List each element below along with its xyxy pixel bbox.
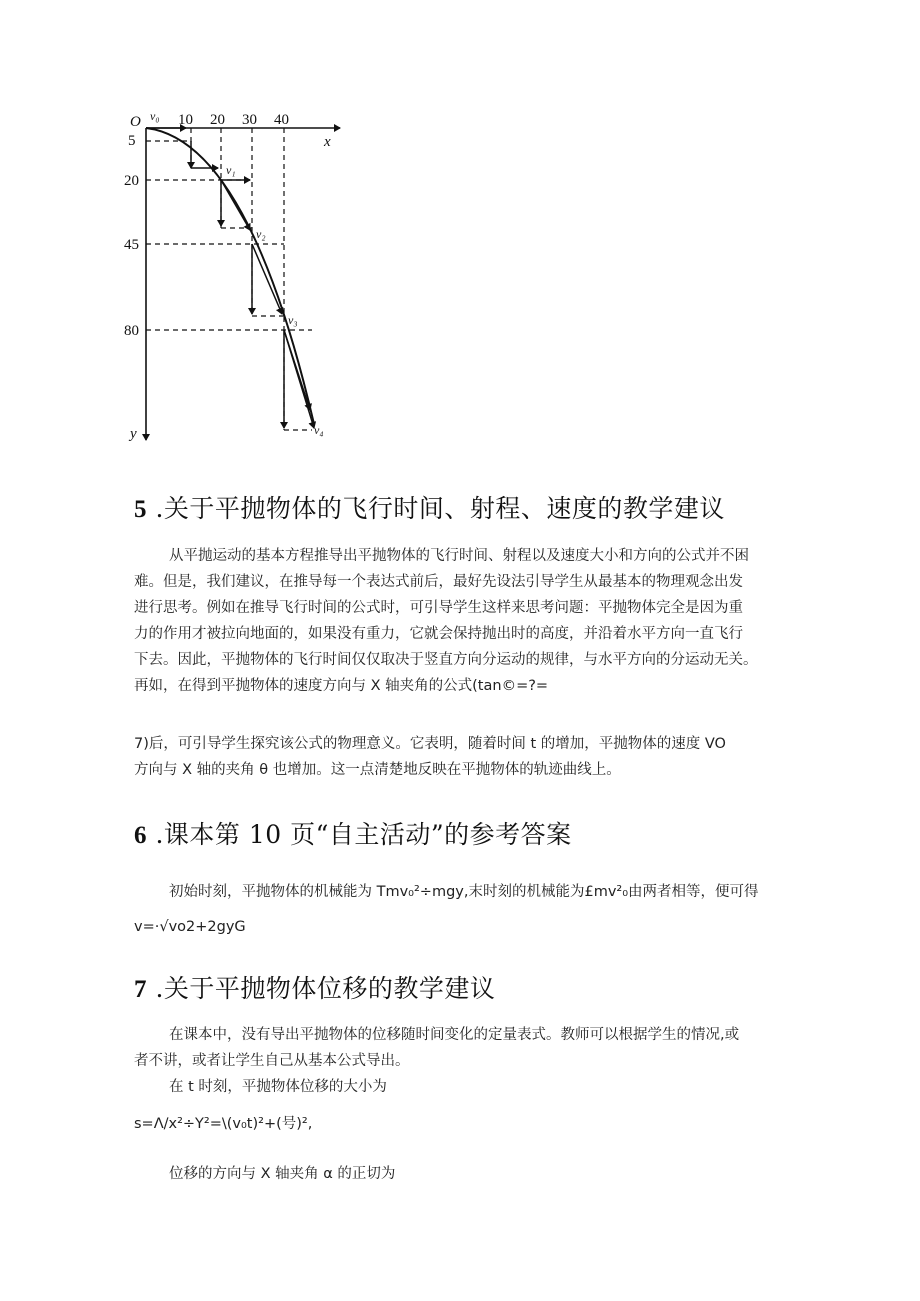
x-axis-label: x — [324, 134, 331, 150]
section-6-formula — [134, 914, 784, 940]
section-title: .关于平抛物体位移的教学建议 — [155, 974, 496, 1003]
section-title: .课本第 10 页“自主活动”的参考答案 — [155, 820, 572, 849]
section-number: 6 — [134, 822, 147, 849]
x-tick: 10 — [178, 112, 193, 128]
text-line: 在 t 时刻，平抛物体位移的大小为 — [169, 1079, 387, 1095]
section-5-paragraph-continued — [134, 731, 784, 783]
text-line: 7)后，可引导学生探究该公式的物理意义。它表明，随着时间 t 的增加，平抛物体的速度 VO — [134, 736, 726, 752]
v3-label: v₃ — [288, 313, 298, 327]
section-number: 7 — [134, 976, 147, 1003]
formula-line: s=Λ∕x²÷Y²=\(v₀t)²+(号)², — [134, 1116, 313, 1132]
text-line: 力的作用才被拉向地面的，如果没有重力，它就会保持抛出时的高度，并沿着水平方向一直飞行 — [134, 626, 743, 642]
section-7-heading — [134, 969, 495, 1005]
section-5-paragraph — [134, 543, 784, 699]
section-7-formula — [134, 1111, 784, 1137]
text-line: 者不讲，或者让学生自己从基本公式导出。 — [134, 1053, 410, 1069]
x-tick: 30 — [242, 112, 257, 128]
text-line: 难。但是，我们建议，在推导每一个表达式前后，最好先设法引导学生从最基本的物理观念出发 — [134, 574, 743, 590]
v4-label: v₄ — [314, 423, 324, 437]
y-tick: 5 — [128, 133, 136, 149]
text-line: 从平抛运动的基本方程推导出平抛物体的飞行时间、射程以及速度大小和方向的公式并不困 — [169, 548, 749, 564]
section-6-paragraph — [134, 879, 784, 905]
x-tick: 40 — [274, 112, 289, 128]
v2-arrow — [252, 244, 282, 314]
section-number: 5 — [134, 496, 147, 523]
y-tick: 45 — [124, 237, 139, 253]
text-line: 进行思考。例如在推导飞行时间的公式时，可引导学生这样来思考问题：平抛物体完全是因为重 — [134, 600, 743, 616]
v4-arrow — [284, 330, 314, 428]
formula-line: v=·√vo2+2gyG — [134, 919, 246, 935]
text-line: 再如，在得到平抛物体的速度方向与 X 轴夹角的公式(tan©=?= — [134, 678, 549, 694]
y-tick: 20 — [124, 173, 139, 189]
section-6-heading — [134, 815, 572, 851]
text-line: 在课本中，没有导出平抛物体的位移随时间变化的定量表式。教师可以根据学生的情况,或 — [169, 1027, 740, 1043]
section-7-paragraph-end — [134, 1161, 784, 1187]
text-line: 方向与 X 轴的夹角 θ 也增加。这一点清楚地反映在平抛物体的轨迹曲线上。 — [134, 762, 621, 778]
text-line: 位移的方向与 X 轴夹角 α 的正切为 — [169, 1166, 396, 1182]
projectile-motion-figure — [124, 100, 368, 450]
y-axis-label: y — [130, 426, 137, 442]
origin-label: O — [130, 114, 141, 130]
text-line: 初始时刻，平抛物体的机械能为 Tmv₀²÷mgy,末时刻的机械能为£mv²₀由两者相等，便可得 — [169, 884, 759, 900]
y-tick: 80 — [124, 323, 139, 339]
section-5-heading — [134, 489, 725, 525]
x-tick: 20 — [210, 112, 225, 128]
v1-label: v₁ — [226, 163, 236, 177]
text-line: 下去。因此，平抛物体的飞行时间仅仅取决于竖直方向分运动的规律，与水平方向的分运动无关。 — [134, 652, 758, 668]
v1-arrow — [221, 180, 250, 230]
section-7-paragraph — [134, 1022, 784, 1100]
section-title: .关于平抛物体的飞行时间、射程、速度的教学建议 — [155, 494, 725, 523]
v2-label: v₂ — [256, 227, 266, 241]
v0-label: v₀ — [150, 109, 160, 123]
